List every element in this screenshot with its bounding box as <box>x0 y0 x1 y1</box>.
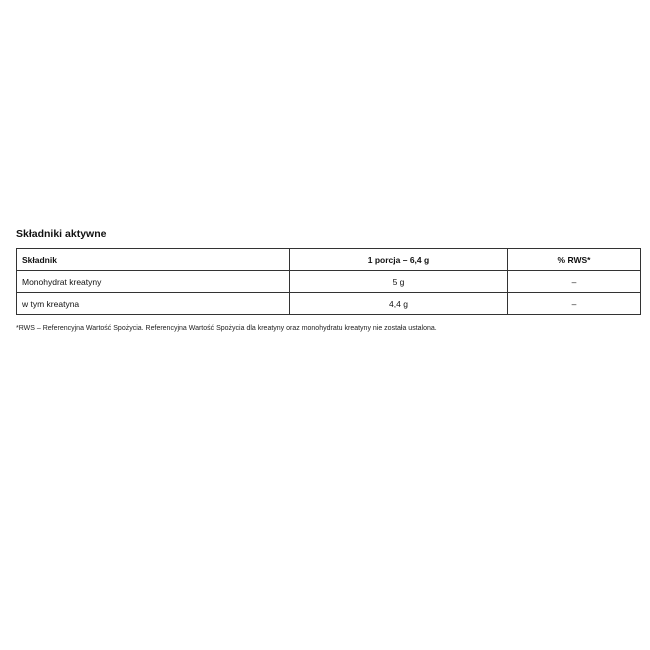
header-portion: 1 porcja – 6,4 g <box>290 249 508 271</box>
header-ingredient: Składnik <box>17 249 290 271</box>
table-header-row <box>17 249 641 271</box>
cell-rws: – <box>508 293 641 315</box>
cell-portion: 4,4 g <box>290 293 508 315</box>
cell-portion: 5 g <box>290 271 508 293</box>
rws-footnote: *RWS – Referencyjna Wartość Spożycia. Referencyjna Wartość Spożycia dla kreatyny oraz monohydratu kreatyny nie została ustalona. <box>16 325 437 332</box>
header-rws: % RWS* <box>508 249 641 271</box>
cell-ingredient: Monohydrat kreatyny <box>17 271 290 293</box>
section-title: Składniki aktywne <box>16 228 107 240</box>
cell-ingredient: w tym kreatyna <box>17 293 290 315</box>
active-ingredients-section <box>16 228 640 333</box>
table-row <box>17 293 641 315</box>
table-row <box>17 271 641 293</box>
ingredients-table <box>16 248 641 315</box>
cell-rws: – <box>508 271 641 293</box>
